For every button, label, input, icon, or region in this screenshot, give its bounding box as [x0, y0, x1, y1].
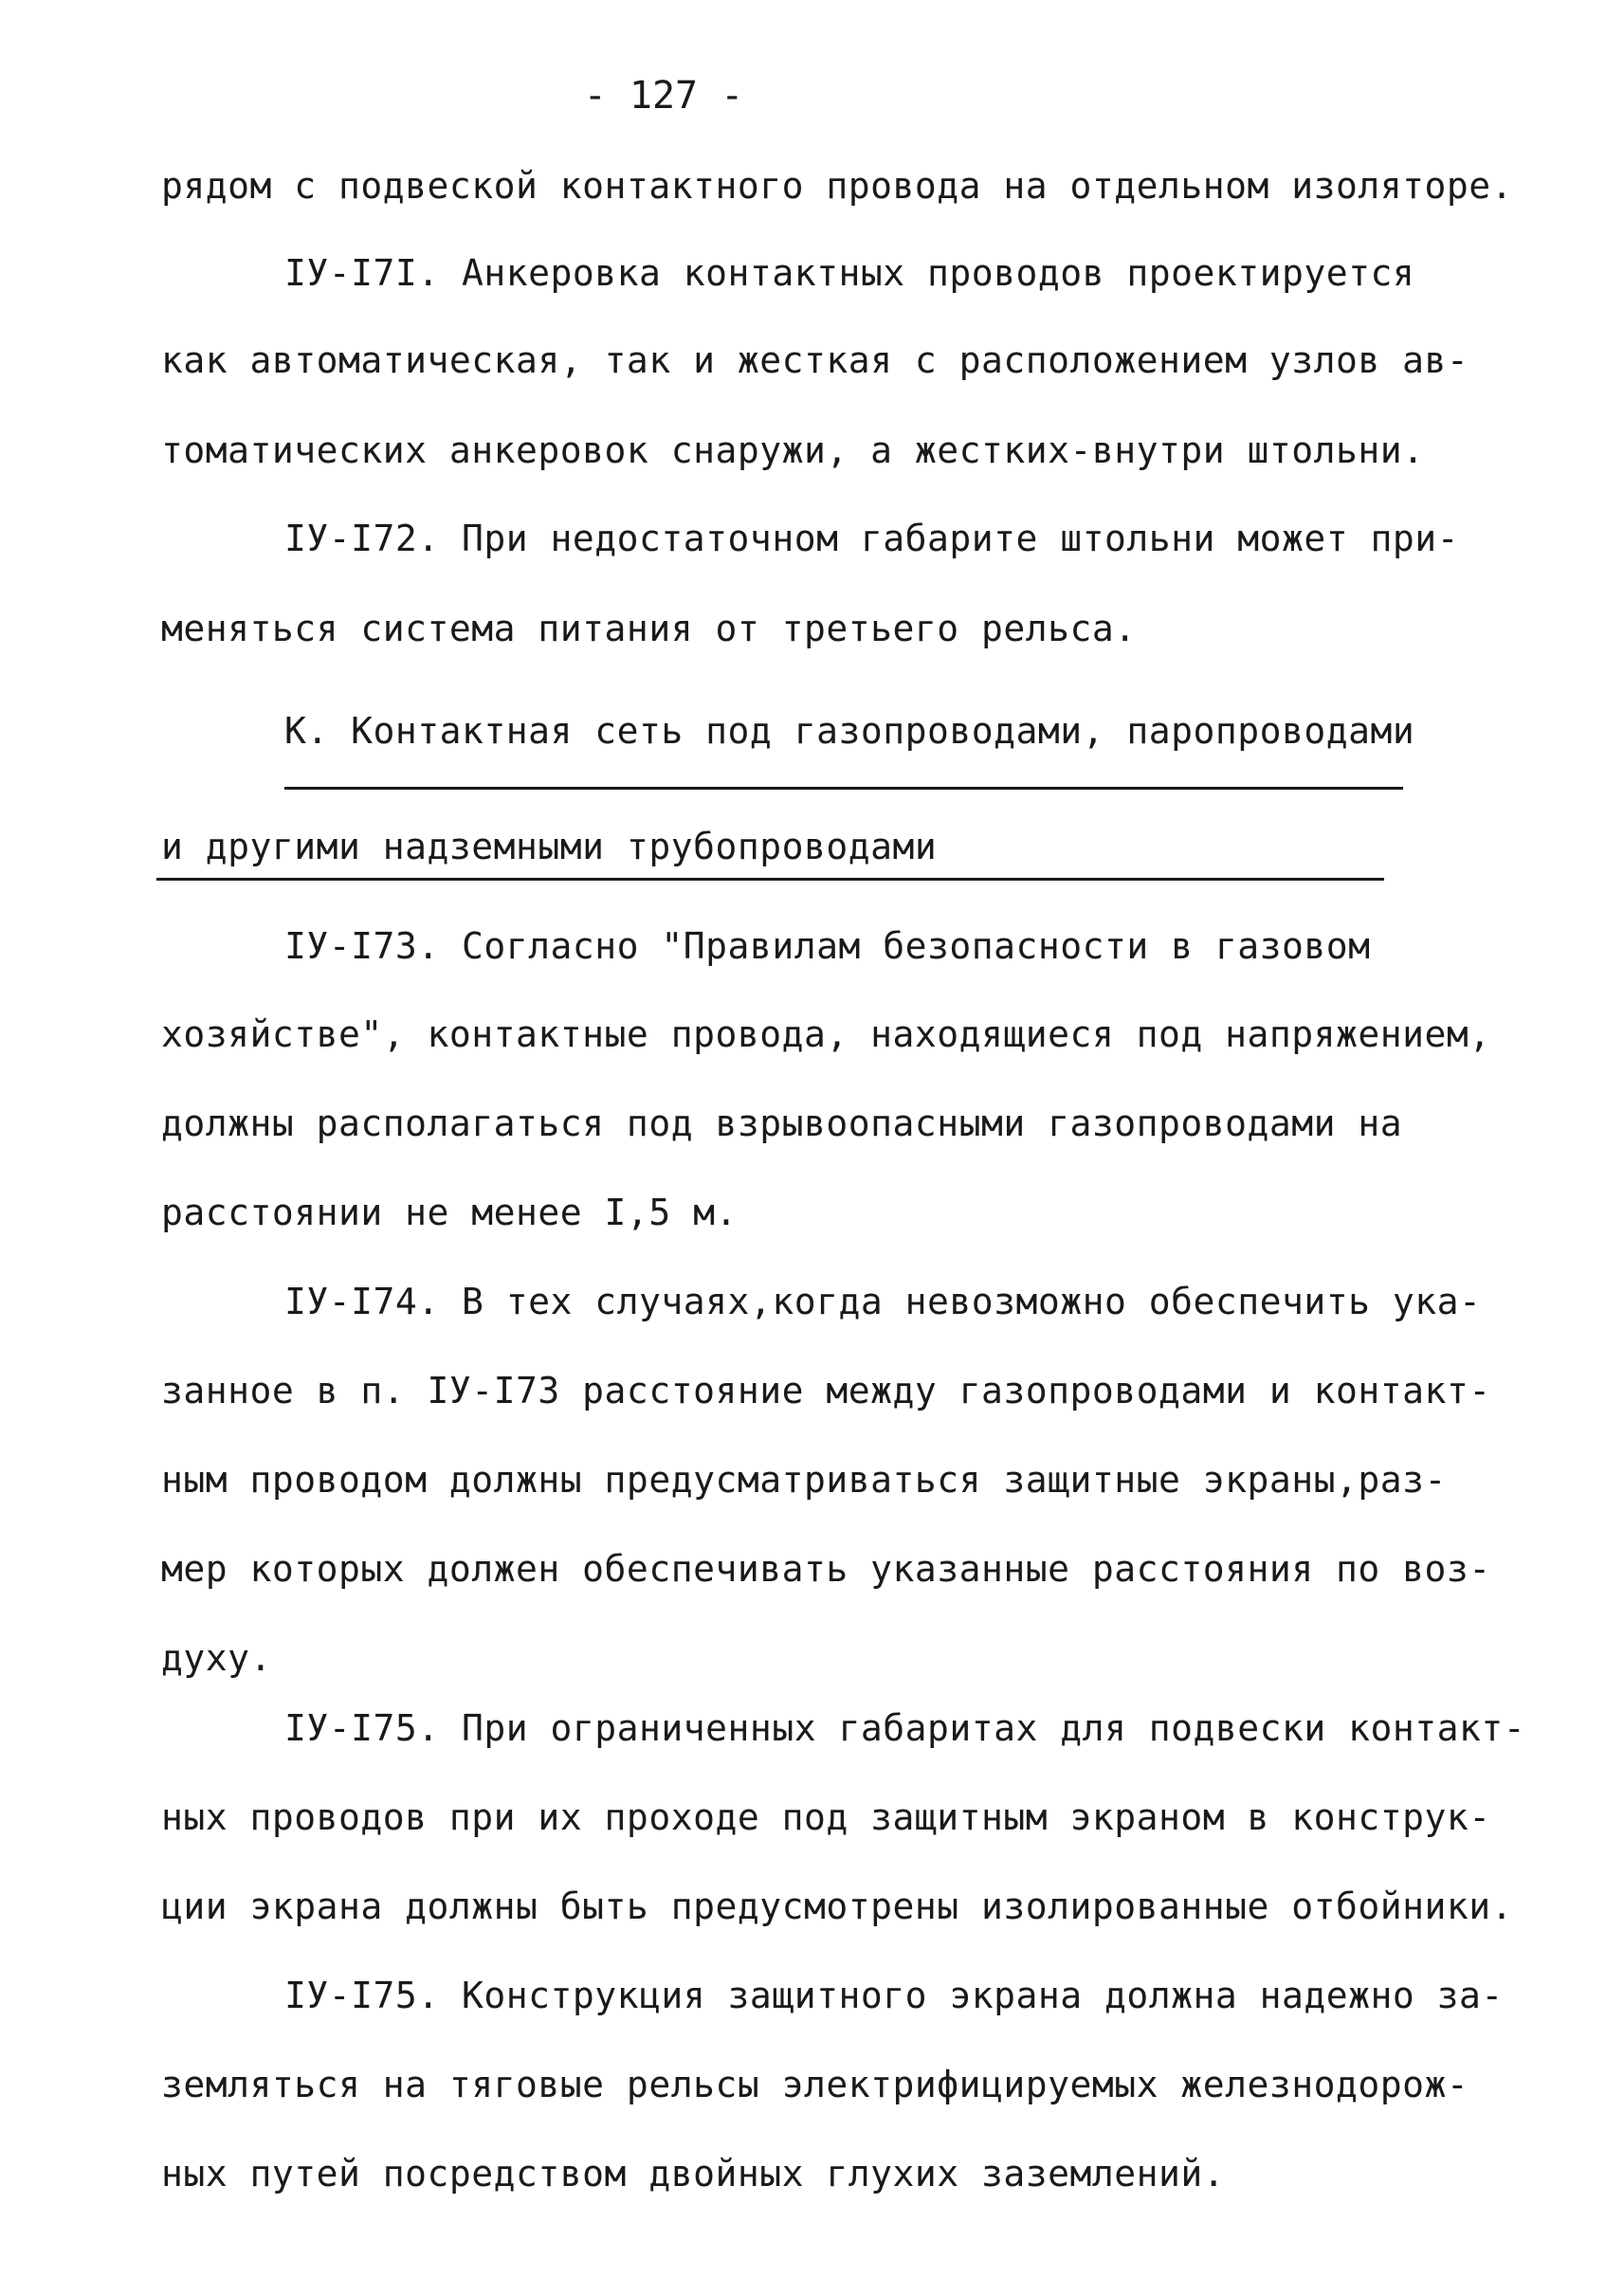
text-line-11: должны располагаться под взрывоопасными газопроводами на [161, 1102, 1403, 1144]
section-heading-line-1: К. Контактная сеть под газопроводами, паропроводами [284, 710, 1415, 752]
text-line-14: занное в п. IУ-I73 расстояние между газопроводами и контакт- [161, 1370, 1491, 1412]
text-line-15: ным проводом должны предусматриваться защитные экраны,раз- [161, 1459, 1447, 1501]
text-line-16: мер которых должен обеспечивать указанные расстояния по воз- [161, 1548, 1491, 1590]
text-line-4: томатических анкеровок снаружи, а жестких-внутри штольни. [161, 429, 1425, 471]
text-line-12: расстоянии не менее I,5 м. [161, 1192, 738, 1233]
text-line-23: ных путей посредством двойных глухих заземлений. [161, 2153, 1226, 2195]
heading-underline-2 [156, 878, 1384, 881]
text-line-21: IУ-I75. Конструкция защитного экрана должна надежно за- [284, 1975, 1504, 2016]
text-line-22: земляться на тяговые рельсы электрифицируемых железнодорож- [161, 2064, 1469, 2105]
text-line-13: IУ-I74. В тех случаях,когда невозможно обеспечить ука- [284, 1281, 1482, 1322]
text-line-2: IУ-I7I. Анкеровка контактных проводов проектируется [284, 252, 1415, 294]
text-line-10: хозяйстве", контактные провода, находящиеся под напряжением, [161, 1013, 1491, 1055]
text-line-6: меняться система питания от третьего рельса. [161, 608, 1137, 649]
text-line-18: IУ-I75. При ограниченных габаритах для подвески контакт- [284, 1707, 1526, 1749]
page-number: - 127 - [583, 74, 744, 118]
text-line-1: рядом с подвеской контактного провода на отдельном изоляторе. [161, 165, 1514, 207]
text-line-19: ных проводов при их проходе под защитным экраном в конструк- [161, 1796, 1491, 1838]
text-line-17: духу. [161, 1637, 272, 1679]
text-line-5: IУ-I72. При недостаточном габарите штольни может при- [284, 518, 1460, 559]
text-line-9: IУ-I73. Согласно "Правилам безопасности в газовом [284, 925, 1371, 967]
heading-underline-1 [284, 787, 1403, 790]
text-line-20: ции экрана должны быть предусмотрены изолированные отбойники. [161, 1885, 1514, 1927]
text-line-3: как автоматическая, так и жесткая с расположением узлов ав- [161, 339, 1469, 381]
section-heading-line-2: и другими надземными трубопроводами [161, 826, 938, 867]
